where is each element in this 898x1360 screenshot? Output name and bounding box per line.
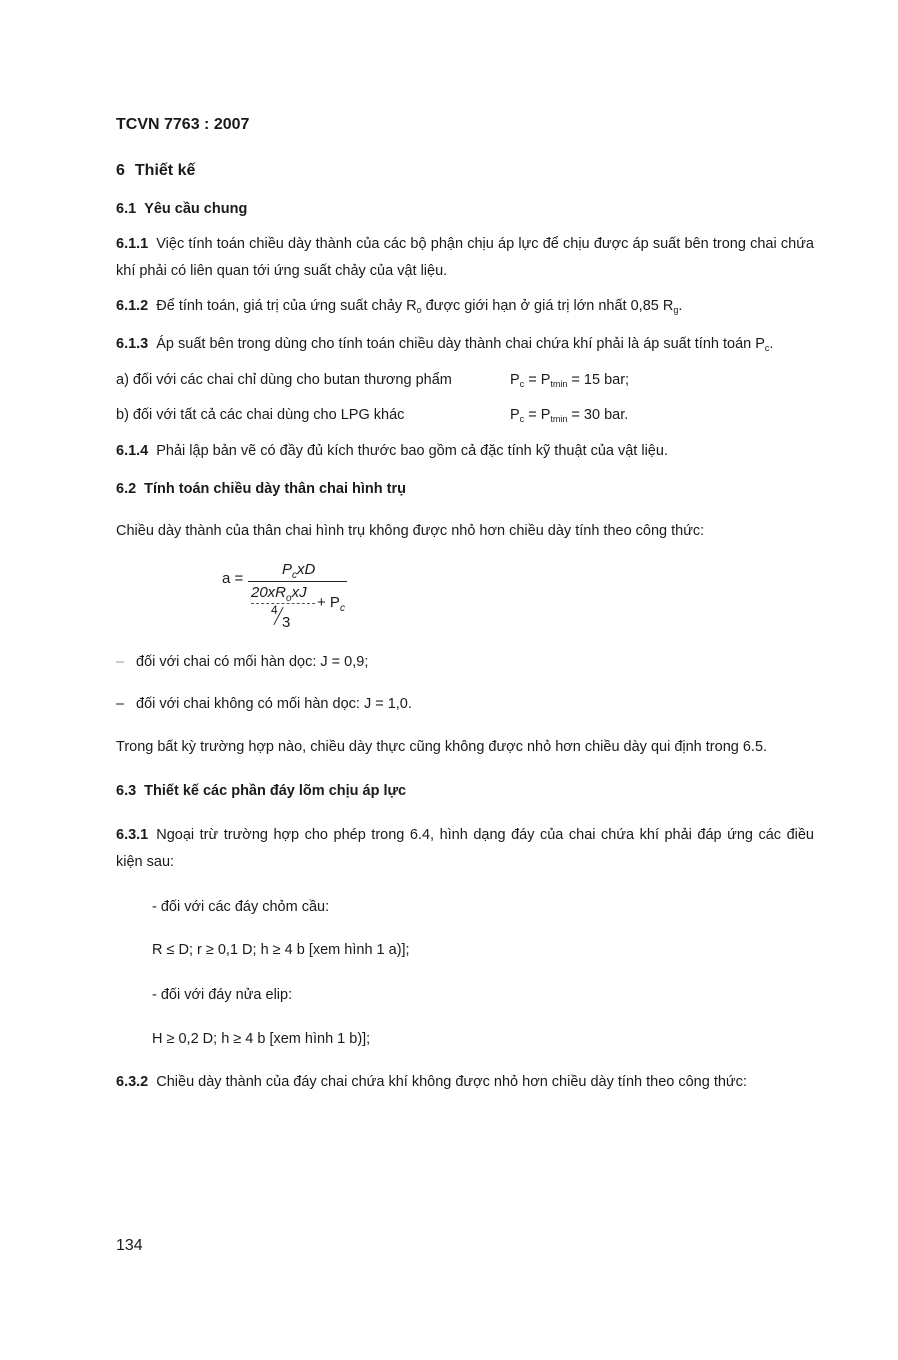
subscript: c (764, 343, 770, 353)
subscript: o (416, 305, 422, 315)
symbol: xJ (291, 584, 307, 601)
paragraph-6-1-2 (116, 298, 682, 315)
list-item-text: đối với chai có mối hàn dọc: J = 0,9; (136, 654, 369, 670)
formula-inner-numerator (251, 584, 307, 604)
section-number: 6.3 (116, 783, 137, 799)
section-number: 6.2 (116, 481, 137, 497)
clause-text: Phải lập bản vẽ có đầy đủ kích thước bao gồm cả đặc tính kỹ thuật của vật liệu. (156, 443, 668, 459)
value: = 30 bar. (567, 407, 629, 423)
section-number: 6 (116, 162, 125, 179)
subscript: c (339, 603, 345, 614)
dash: – (116, 696, 125, 712)
subscript: tmin (550, 414, 568, 424)
clause-number: 6.3.2 (116, 1074, 149, 1090)
clause-text: Việc tính toán chiều dày thành của các bộ phận chịu áp lực để chịu được áp suất bên trong chai chứa khí phải có liên quan tới ứng suất chảy của vật liệu. (116, 236, 814, 279)
value: = 15 bar; (567, 372, 630, 388)
subscript: o (286, 593, 292, 604)
symbol: xD (297, 561, 316, 578)
clause-end: . (678, 298, 683, 314)
paragraph-6-1-4 (116, 443, 668, 459)
symbol: 20xR (251, 584, 287, 601)
clause-number: 6.1.3 (116, 336, 149, 352)
paragraph-6-1-1 (116, 231, 814, 285)
condition-spherical-formula: R ≤ D; r ≥ 0,1 D; h ≥ 4 b [xem hình 1 a)]; (152, 942, 410, 958)
symbol: + P (317, 594, 340, 611)
symbol: = P (524, 407, 551, 423)
subscript: c (519, 414, 525, 424)
symbol: P (510, 372, 520, 388)
dash: – (116, 654, 125, 670)
section-6-1-heading (116, 201, 247, 217)
clause-number: 6.3.1 (116, 827, 149, 843)
paragraph-6-2-note: Trong bất kỳ trường hợp nào, chiều dày thực cũng không được nhỏ hơn chiều dày qui định trong 6.5. (116, 739, 768, 755)
list-item-text: đối với chai không có mối hàn dọc: J = 1,0. (136, 696, 412, 712)
item-b-value (510, 407, 628, 424)
formula-numerator (282, 561, 315, 581)
subscript: g (673, 305, 679, 315)
paragraph-6-1-3 (116, 336, 773, 353)
formula-four: 4 (271, 603, 278, 617)
formula-plus (317, 594, 345, 614)
section-6-3-heading (116, 783, 406, 799)
fraction-bar (248, 581, 347, 582)
section-title: Tính toán chiều dày thân chai hình trụ (144, 481, 406, 497)
page-number: 134 (116, 1237, 143, 1254)
section-6-2-heading (116, 481, 406, 497)
clause-text: Áp suất bên trong dùng cho tính toán chiều dày thành chai chứa khí phải là áp suất tính toán P (156, 336, 765, 352)
list-item (116, 696, 412, 712)
paragraph-6-3-1 (116, 822, 814, 876)
section-number: 6.1 (116, 201, 137, 217)
standard-header: TCVN 7763 : 2007 (116, 116, 250, 133)
formula-three: 3 (282, 614, 291, 631)
condition-elliptical-formula: H ≥ 0,2 D; h ≥ 4 b [xem hình 1 b)]; (152, 1031, 371, 1047)
clause-text: Để tính toán, giá trị của ứng suất chảy R (156, 298, 417, 314)
section-6-heading (116, 162, 195, 180)
clause-end: . (769, 336, 774, 352)
clause-text-cont: được giới hạn ở giá trị lớn nhất 0,85 R (421, 298, 674, 314)
item-b-label: b) đối với tất cả các chai dùng cho LPG khác (116, 407, 405, 423)
condition-elliptical: - đối với đáy nửa elip: (152, 987, 293, 1003)
clause-text: Chiều dày thành của đáy chai chứa khí không được nhỏ hơn chiều dày tính theo công thức: (156, 1074, 747, 1090)
list-item (116, 654, 368, 670)
section-title: Thiết kế các phần đáy lõm chịu áp lực (144, 783, 407, 799)
condition-spherical: - đối với các đáy chỏm cầu: (152, 899, 330, 915)
paragraph-6-2: Chiều dày thành của thân chai hình trụ không được nhỏ hơn chiều dày tính theo công thức: (116, 523, 705, 539)
symbol: P (510, 407, 520, 423)
subscript: tmin (550, 379, 568, 389)
clause-number: 6.1.4 (116, 443, 149, 459)
clause-number: 6.1.2 (116, 298, 149, 314)
paragraph-6-3-2 (116, 1074, 747, 1090)
symbol: = P (524, 372, 551, 388)
item-a-value (510, 372, 629, 389)
item-a-label: a) đối với các chai chỉ dùng cho butan thương phẩm (116, 372, 452, 388)
formula-lhs: a = (222, 570, 244, 587)
subscript: c (292, 570, 298, 581)
clause-number: 6.1.1 (116, 236, 149, 252)
section-title: Yêu cầu chung (144, 201, 248, 217)
subscript: c (519, 379, 525, 389)
clause-text: Ngoại trừ trường hợp cho phép trong 6.4, hình dạng đáy của chai chứa khí phải đáp ứng các điều kiện sau: (116, 827, 814, 870)
inner-fraction-bar (251, 603, 315, 604)
symbol: P (282, 561, 293, 578)
section-title: Thiết kế (134, 162, 196, 179)
